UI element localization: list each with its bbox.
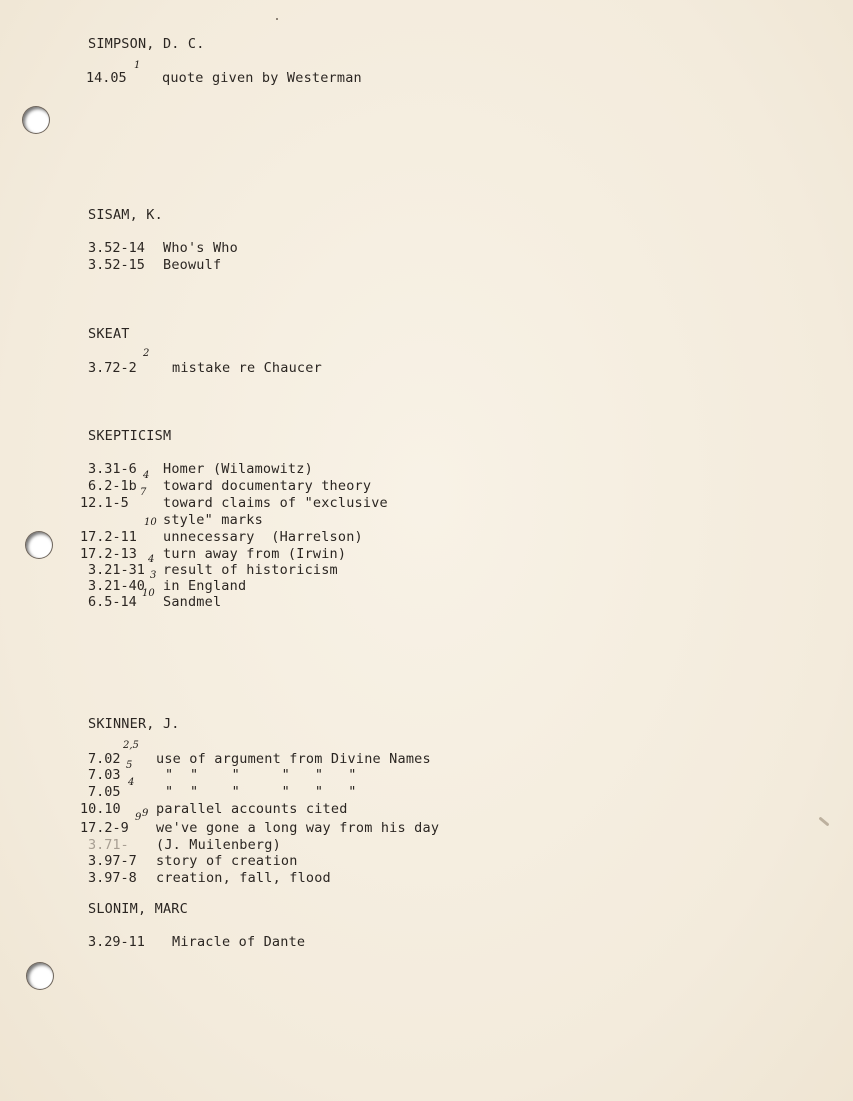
handwritten-note-number: 4 bbox=[143, 470, 150, 481]
entry-description: Beowulf bbox=[163, 257, 222, 273]
ditto-marks: " " " " " " bbox=[165, 767, 357, 783]
handwritten-note-number: 9 bbox=[135, 812, 142, 823]
paper-stain-mark bbox=[818, 816, 829, 826]
handwritten-note-number: 4 bbox=[148, 554, 155, 565]
entry-description-continued: style" marks bbox=[163, 512, 263, 528]
entry-description: toward documentary theory bbox=[163, 478, 372, 494]
reference-number: 17.2-13 bbox=[80, 546, 137, 562]
reference-number: 3.52-14 bbox=[88, 240, 145, 256]
paper-speck bbox=[276, 18, 278, 20]
entry-description: result of historicism bbox=[163, 562, 338, 578]
handwritten-note-number: 10 bbox=[144, 517, 157, 528]
entry-description: in England bbox=[163, 578, 247, 594]
handwritten-note-number: 3 bbox=[150, 570, 157, 581]
reference-number: 6.2-1b bbox=[88, 478, 137, 494]
handwritten-note-number: 1 bbox=[134, 60, 141, 71]
reference-number: 3.31-6 bbox=[88, 461, 137, 477]
entry-description: (J. Muilenberg) bbox=[156, 837, 281, 853]
reference-number: 7.05 bbox=[88, 784, 121, 800]
reference-number-faint: 3.71- bbox=[88, 837, 129, 853]
reference-number: 7.02 bbox=[88, 751, 121, 767]
entry-description: creation, fall, flood bbox=[156, 870, 331, 886]
reference-number: 3.52-15 bbox=[88, 257, 145, 273]
reference-number: 7.03 bbox=[88, 767, 121, 783]
ditto-marks: " " " " " " bbox=[165, 784, 357, 800]
entry-heading-simpson: SIMPSON, D. C. bbox=[88, 36, 205, 52]
handwritten-note-number: 5 bbox=[126, 760, 133, 771]
reference-number: 3.72-2 bbox=[88, 360, 137, 376]
reference-number: 12.1-5 bbox=[80, 495, 129, 511]
entry-description: quote given by Westerman bbox=[162, 70, 362, 86]
reference-number: 17.2-11 bbox=[80, 529, 137, 545]
reference-number: 3.21-31 bbox=[88, 562, 145, 578]
handwritten-note-number: 2 bbox=[143, 348, 150, 359]
handwritten-note-number: 4 bbox=[128, 777, 135, 788]
entry-description: toward claims of "exclusive bbox=[163, 495, 388, 511]
entry-description: Sandmel bbox=[163, 594, 222, 610]
reference-number: 14.05 bbox=[86, 70, 127, 86]
reference-number: 10.10 bbox=[80, 801, 121, 817]
reference-number: 3.97-7 bbox=[88, 853, 137, 869]
entry-heading-skeat: SKEAT bbox=[88, 326, 130, 342]
entry-description: Who's Who bbox=[163, 240, 238, 256]
entry-heading-slonim: SLONIM, MARC bbox=[88, 901, 188, 917]
punch-hole-bottom bbox=[27, 963, 53, 989]
punch-hole-middle bbox=[26, 532, 52, 558]
handwritten-note-number: 7 bbox=[140, 487, 147, 498]
entry-description: story of creation bbox=[156, 853, 298, 869]
handwritten-note-number: 2,5 bbox=[123, 740, 139, 751]
entry-heading-skepticism: SKEPTICISM bbox=[88, 428, 172, 444]
punch-hole-top bbox=[23, 107, 49, 133]
entry-description: Homer (Wilamowitz) bbox=[163, 461, 313, 477]
reference-number: 3.97-8 bbox=[88, 870, 137, 886]
handwritten-note-number: 9 bbox=[142, 808, 149, 819]
entry-heading-sisam: SISAM, K. bbox=[88, 207, 163, 223]
entry-heading-skinner: SKINNER, J. bbox=[88, 716, 180, 732]
entry-description: mistake re Chaucer bbox=[172, 360, 322, 376]
reference-number: 3.21-40 bbox=[88, 578, 145, 594]
entry-description: Miracle of Dante bbox=[172, 934, 306, 950]
reference-number: 17.2-9 bbox=[80, 820, 129, 836]
entry-description: parallel accounts cited bbox=[156, 801, 348, 817]
entry-description: unnecessary (Harrelson) bbox=[163, 529, 363, 545]
entry-description: use of argument from Divine Names bbox=[156, 751, 431, 767]
entry-description: turn away from (Irwin) bbox=[163, 546, 347, 562]
reference-number: 6.5-14 bbox=[88, 594, 137, 610]
reference-number: 3.29-11 bbox=[88, 934, 145, 950]
entry-description: we've gone a long way from his day bbox=[156, 820, 440, 836]
handwritten-note-number: 10 bbox=[142, 588, 155, 599]
